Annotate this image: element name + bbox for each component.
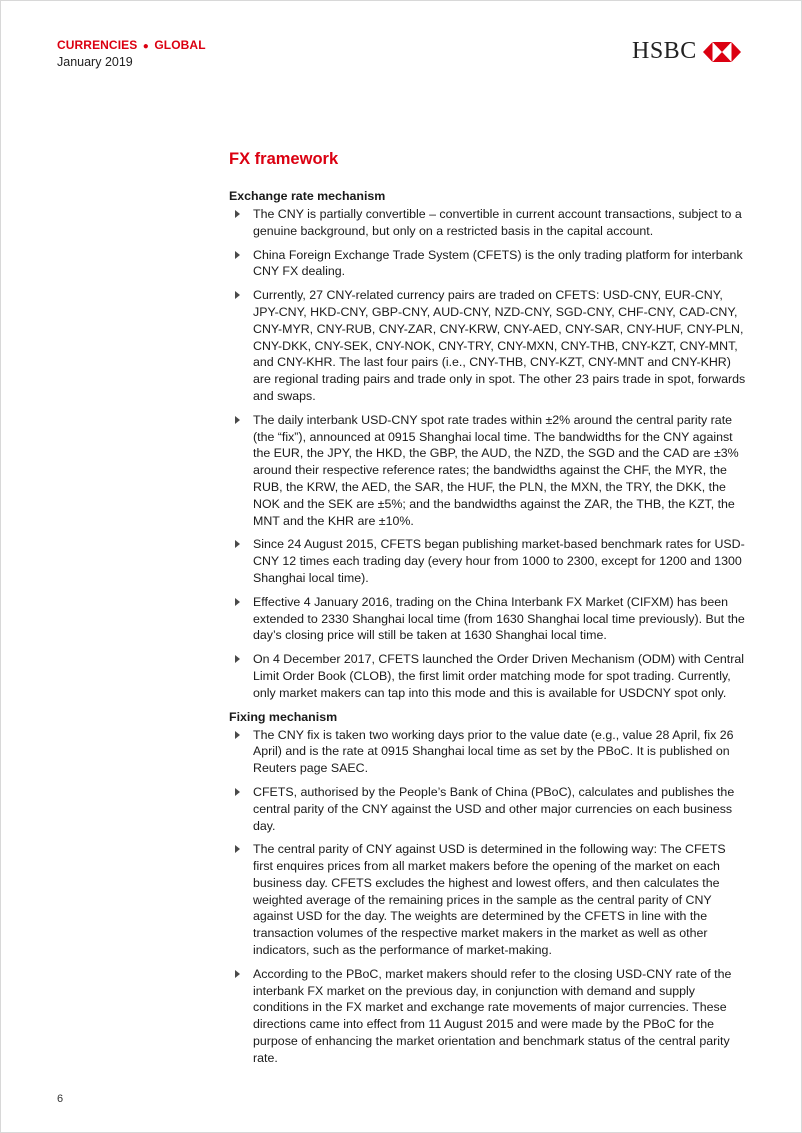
logo-text: HSBC <box>632 38 697 64</box>
bullet-text: On 4 December 2017, CFETS launched the Order Driven Mechanism (ODM) with Central Limit Order Book (CLOB), the first limit order matching mode for spot trading. Currently, only market makers can tap into this mode and this is available for USDCNY spot only. <box>253 652 744 700</box>
bullet-item <box>229 247 749 281</box>
section-label <box>57 38 206 52</box>
bullet-text: The CNY fix is taken two working days prior to the value date (e.g., value 28 April, fix 26 April) and is the rate at 0915 Shanghai local time as set by the PBoC. It is published on Reuters page SAEC. <box>253 727 734 776</box>
bullet-item <box>229 536 749 586</box>
bullet-text: According to the PBoC, market makers should refer to the closing USD-CNY rate of the interbank FX market on the previous day, in conjunction with demand and supply conditions in the FX market and exchange rate movements of major currencies. These directions came into effect from 11 August 2015 and were made by the PBoC for the purpose of enhancing the market orientation and benchmark status of the central parity rate. <box>253 966 732 1065</box>
triangle-bullet-icon <box>235 788 240 796</box>
bullet-text: The daily interbank USD-CNY spot rate trades within ±2% around the central parity rate (the “fix”), announced at 0915 Shanghai local time. The bandwidths for the CNY against the EUR, the JPY, the HKD, the GBP, the AUD, the NZD, the SGD and the CAD are ±3% around their respective reference rates; the bandwidths against the CHF, the MYR, the RUB, the KRW, the AED, the SAR, the HUF, the PLN, the MXN, the TRY, the DKK, the NOK and the SEK are ±5%; and the bandwidths against the ZAR, the THB, the KZT, the MNT and the KHR are ±10%. <box>253 412 739 528</box>
bullet-item <box>229 841 749 959</box>
bullet-text: Since 24 August 2015, CFETS began publishing market-based benchmark rates for USD-CNY 12 times each trading day (every hour from 1000 to 2300, except for 1200 and 1300 Shanghai local time). <box>253 537 745 585</box>
triangle-bullet-icon <box>235 291 240 299</box>
triangle-bullet-icon <box>235 845 240 853</box>
exchange-rate-bullets <box>229 206 749 702</box>
bullet-item <box>229 412 749 530</box>
exchange-rate-section <box>229 188 749 702</box>
triangle-bullet-icon <box>235 598 240 606</box>
bullet-text: Currently, 27 CNY-related currency pairs are traded on CFETS: USD-CNY, EUR-CNY, JPY-CNY, HKD-CNY, GBP-CNY, AUD-CNY, NZD-CNY, SGD-CNY, CHF-CNY, CAD-CNY, CNY-MYR, CNY-RUB, CNY-ZAR, CNY-KRW, CNY-AED, CNY-SAR, CNY-HUF, CNY-PLN, CNY-DKK, CNY-SEK, CNY-NOK, CNY-TRY, CNY-MXN, CNY-THB, CNY-KZT, CNY-MNT, and CNY-KHR. The last four pairs (i.e., CNY-THB, CNY-KZT, CNY-MNT and CNY-KHR) are regional trading pairs and trade only in spot. The other 23 pairs trade in spot, forwards and swaps. <box>253 288 746 403</box>
triangle-bullet-icon <box>235 210 240 218</box>
bullet-text: The central parity of CNY against USD is determined in the following way: The CFETS first enquires prices from all market makers before the opening of the market on each business day. CFETS excludes the highest and lowest offers, and then calculates the weighted average of the remaining prices in the sample as the central parity of CNY against USD for the day. The weights are determined by the CFETS in line with the transaction volumes of the respective market makers in the market as well as other indicators, such as the performance of market-making. <box>253 842 726 958</box>
fixing-section <box>229 709 749 1067</box>
page-title: FX framework <box>229 150 339 168</box>
bullet-text: China Foreign Exchange Trade System (CFETS) is the only trading platform for interbank CNY FX dealing. <box>253 247 743 279</box>
bullet-item <box>229 287 749 405</box>
bullet-separator: ● <box>142 41 149 52</box>
report-date: January 2019 <box>57 55 133 69</box>
bullet-item <box>229 206 749 240</box>
fixing-heading: Fixing mechanism <box>229 709 338 724</box>
exchange-rate-heading: Exchange rate mechanism <box>229 189 386 203</box>
bullet-item <box>229 966 749 1067</box>
bullet-text: The CNY is partially convertible – convertible in current account transactions, subject to a genuine background, but only on a restricted basis in the capital account. <box>253 207 742 238</box>
hsbc-logo <box>632 38 741 65</box>
triangle-bullet-icon <box>235 540 240 548</box>
triangle-bullet-icon <box>235 731 240 739</box>
report-header <box>57 38 206 69</box>
bullet-item <box>229 727 749 777</box>
fixing-bullets <box>229 727 749 1067</box>
triangle-bullet-icon <box>235 970 240 978</box>
bullet-item <box>229 784 749 834</box>
triangle-bullet-icon <box>235 416 240 424</box>
main-content <box>229 188 749 1074</box>
hexagon-logo-icon <box>703 42 741 62</box>
region-name: GLOBAL <box>154 38 206 52</box>
bullet-text: CFETS, authorised by the People’s Bank of China (PBoC), calculates and publishes the central parity of the CNY against the USD and other major currencies on each business day. <box>253 784 735 833</box>
bullet-item <box>229 594 749 644</box>
section-name: CURRENCIES <box>57 38 138 52</box>
triangle-bullet-icon <box>235 251 240 259</box>
triangle-bullet-icon <box>235 655 240 663</box>
bullet-text: Effective 4 January 2016, trading on the China Interbank FX Market (CIFXM) has been extended to 2330 Shanghai local time (from 1630 Shanghai local time previously). But the day’s closing price will still be taken at 1630 Shanghai local time. <box>253 594 745 643</box>
page-number: 6 <box>57 1093 64 1105</box>
bullet-item <box>229 651 749 701</box>
